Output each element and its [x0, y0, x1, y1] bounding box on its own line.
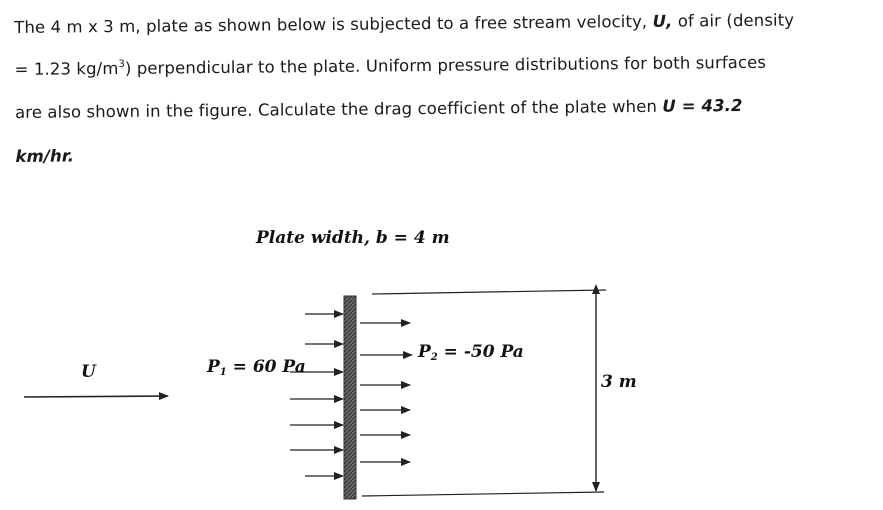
problem-text-1b: of air (density — [672, 10, 795, 31]
problem-text-1a: The 4 m x 3 m, plate as shown below is subjected to a free stream velocity, — [14, 11, 653, 37]
bottom-extension-line — [362, 492, 604, 496]
velocity-label: U — [81, 362, 96, 382]
height-label: 3 m — [601, 372, 637, 392]
problem-text-3a: are also shown in the figure. Calculate the drag coefficient of the plate when — [14, 96, 663, 122]
plate-width-label: Plate width, b = 4 m — [256, 228, 450, 248]
p2-label: $P_2 = -50$ Pa — [418, 342, 524, 363]
problem-line-4: km/hr. — [15, 146, 75, 166]
top-extension-line — [372, 290, 606, 294]
p2-pressure-arrows — [360, 323, 412, 462]
p1-label: $P_1 = 60$ Pa — [207, 357, 306, 378]
problem-text-2a: = 1.23 kg/m — [14, 59, 119, 79]
plate — [344, 296, 356, 499]
problem-text-2b: ) perpendicular to the plate. Uniform pressure distributions for both surfaces — [124, 52, 767, 78]
velocity-symbol: U, — [652, 11, 673, 31]
density-exponent: 3 — [118, 58, 125, 71]
velocity-value: U = 43.2 — [662, 96, 743, 116]
free-stream-arrow — [24, 396, 168, 397]
p1-pressure-arrows — [290, 314, 343, 476]
